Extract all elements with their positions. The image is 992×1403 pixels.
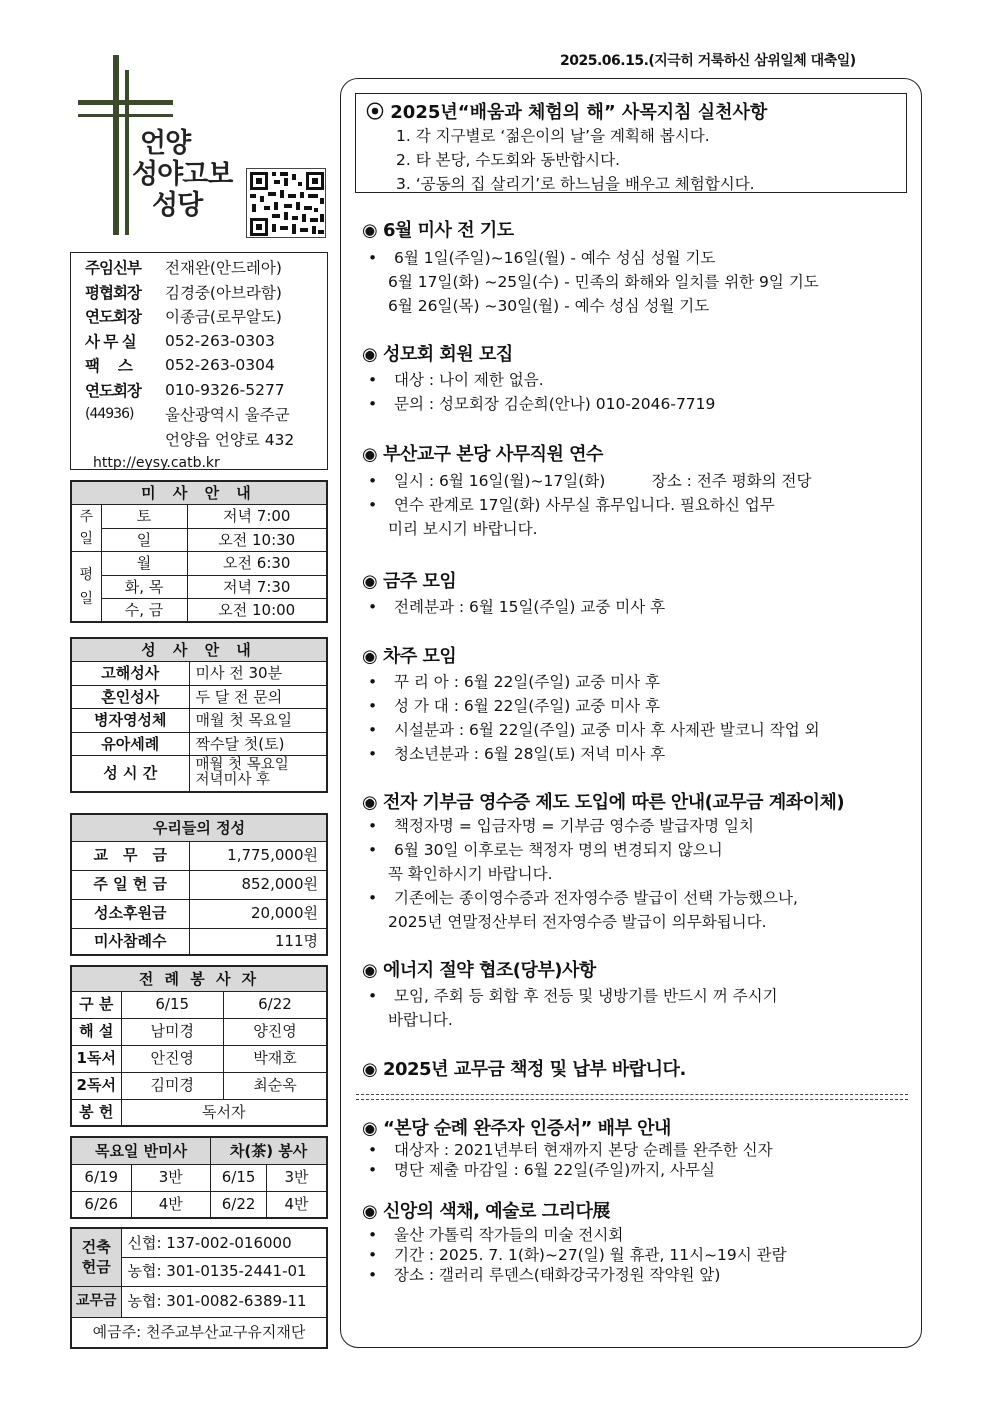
list-item: • 꾸 리 아 : 6월 22일(주일) 교중 미사 후 <box>362 670 917 694</box>
list-item: 미리 보시기 바랍니다. <box>388 520 538 538</box>
list-item: • 기존에는 종이영수증과 전자영수증 발급이 선택 가능했으나, <box>362 886 917 910</box>
list-item: • 성 가 대 : 6월 22일(주일) 교중 미사 후 <box>362 694 917 718</box>
notice-title: ◉ “본당 순례 완주자 인증서” 배부 안내 <box>362 1118 671 1139</box>
address-line1: 울산광역시 울주군 <box>165 406 290 425</box>
tithe-account: 농협: 301-0082-6389-11 <box>121 1286 327 1317</box>
info-label: 연도회장 <box>85 381 141 400</box>
building-fund-label-text: 건축헌금 <box>81 1238 111 1277</box>
list-item: • 시설분과 : 6월 22일(주일) 교중 미사 후 사제관 발코니 작업 외 <box>362 718 917 742</box>
list-item: 2025년 연말정산부터 전자영수증 발급이 의무화됩니다. <box>388 913 767 931</box>
pastoral-guidelines-box <box>355 93 907 193</box>
info-row <box>85 329 327 354</box>
mass-schedule-table <box>70 480 328 623</box>
sunday-label-text: 주일 <box>79 509 94 547</box>
tea-date: 6/15 <box>211 1164 267 1191</box>
notice-prayer <box>362 216 917 318</box>
mass-day: 월 <box>101 552 187 576</box>
building-account-2: 농협: 301-0135-2441-01 <box>121 1257 327 1286</box>
address-line2: 언양읍 언양로 432 <box>165 430 295 449</box>
sacrament-value: 매월 첫 목요일 <box>189 709 327 733</box>
sacrament-value: 짝수달 첫(토) <box>189 732 327 756</box>
info-value: 전재완(안드레아) <box>165 259 282 278</box>
list-item: • 청소년분과 : 6월 28일(토) 저녁 미사 후 <box>362 742 917 766</box>
sacrament-value-line2: 저녁미사 후 <box>195 772 271 789</box>
offering-name: 성소후원금 <box>71 899 189 928</box>
notice-pilgrimage-certificate <box>362 1114 917 1180</box>
mobile-phone[interactable]: 010-9326-5277 <box>165 380 285 399</box>
notice-title: ◉ 금주 모임 <box>362 571 457 592</box>
liturgy-server: 남미경 <box>121 1018 223 1045</box>
info-label: 사 무 실 <box>85 332 136 351</box>
list-item: • 장소 : 갤러리 루덴스(태화강국가정원 작약원 앞) <box>362 1265 917 1285</box>
notice-title: ◉ 에너지 절약 협조(당부)사항 <box>362 960 596 981</box>
thursday-date: 6/26 <box>71 1191 131 1218</box>
cross-icon <box>113 55 119 235</box>
liturgy-role: 2독서 <box>71 1072 121 1099</box>
office-phone[interactable]: 052-263-0303 <box>165 331 275 350</box>
notice-title: ◉ 성모회 회원 모집 <box>362 344 513 365</box>
qr-code-icon[interactable] <box>246 168 326 238</box>
info-row <box>85 378 327 403</box>
list-item: 바랍니다. <box>388 1011 453 1029</box>
building-account-1: 신협: 137-002-016000 <box>121 1228 327 1257</box>
list-item: • 모임, 주회 등 회합 후 전등 및 냉방기를 반드시 꺼 주시기 <box>362 984 917 1008</box>
table-title: 우리들의 정성 <box>71 814 327 841</box>
list-item: 6월 17일(화) ~25일(수) - 민족의 화해와 일치를 위한 9일 기도 <box>388 273 819 291</box>
info-row <box>85 304 327 329</box>
info-value: 이종금(로무알도) <box>165 308 282 327</box>
notice-title: ◉ 신앙의 색채, 예술로 그리다展 <box>362 1201 610 1222</box>
thursday-mass-tea-table <box>70 1136 328 1219</box>
liturgy-servers-table <box>70 965 328 1127</box>
divider <box>356 1094 908 1100</box>
list-item: • 울산 가톨릭 작가들의 미술 전시회 <box>362 1225 917 1245</box>
fax-number: 052-263-0304 <box>165 356 275 375</box>
liturgy-date: 6/15 <box>121 991 223 1018</box>
liturgy-server: 안진영 <box>121 1045 223 1072</box>
mass-day: 수, 금 <box>101 599 187 623</box>
table-title: 목요일 반미사 <box>71 1137 211 1164</box>
table-title: 미 사 안 내 <box>71 481 327 505</box>
table-title: 전 례 봉 사 자 <box>71 966 327 991</box>
guidelines-list <box>366 124 896 196</box>
offering-table <box>70 813 328 956</box>
liturgy-server: 양진영 <box>223 1018 327 1045</box>
list-item: • 전례분과 : 6월 15일(주일) 교중 미사 후 <box>362 595 917 619</box>
list-item: 3. ‘공동의 집 살리기’로 하느님을 배우고 체험합시다. <box>396 175 755 193</box>
notice-this-week <box>362 567 917 619</box>
liturgy-role: 1독서 <box>71 1045 121 1072</box>
notice-mothers-club <box>362 340 917 416</box>
parish-info <box>70 252 328 470</box>
weekday-label-text: 평일 <box>79 566 94 607</box>
offering-value: 111명 <box>189 928 327 955</box>
list-item: • 명단 제출 마감일 : 6월 22일(주일)까지, 사무실 <box>362 1160 917 1180</box>
church-name <box>132 128 232 221</box>
notice-staff-training <box>362 440 917 541</box>
sacrament-value <box>189 756 327 792</box>
offering-value: 852,000원 <box>189 870 327 899</box>
notice-e-receipt <box>362 788 917 934</box>
cross-bar-2 <box>78 114 173 117</box>
bulletin-date: 2025.06.15.(지극히 거룩하신 삼위일체 대축일) <box>560 53 856 69</box>
list-item: 2. 타 본당, 수도회와 동반합시다. <box>396 151 621 169</box>
notice-title: ◉ 2025년 교무금 책정 및 납부 바랍니다. <box>362 1059 686 1080</box>
mass-day: 일 <box>101 528 187 552</box>
sacrament-name: 고해성사 <box>71 662 189 686</box>
notice-tithe <box>362 1055 917 1081</box>
notice-title: ◉ 전자 기부금 영수증 제도 도입에 따른 안내(교무금 계좌이체) <box>362 792 845 813</box>
account-holder: 예금주: 천주교부산교구유지재단 <box>71 1317 327 1348</box>
list-item: • 연수 관계로 17일(화) 사무실 휴무입니다. 필요하신 업무 <box>362 493 917 517</box>
weekday-label <box>71 552 101 623</box>
notice-title: ◉ 6월 미사 전 기도 <box>362 220 514 241</box>
sacrament-value: 미사 전 30분 <box>189 662 327 686</box>
guidelines-title: ⦿ 2025년“배움과 체험의 해” 사목지침 실천사항 <box>366 102 768 123</box>
cross-inner-line <box>125 70 129 235</box>
website-link[interactable]: http://eysy.catb.kr <box>93 455 220 472</box>
liturgy-role: 해 설 <box>71 1018 121 1045</box>
notice-next-week <box>362 642 917 766</box>
mass-day: 화, 목 <box>101 575 187 599</box>
sacrament-name: 혼인성사 <box>71 685 189 709</box>
liturgy-head-label: 구 분 <box>71 991 121 1018</box>
sacrament-value-line1: 매월 첫 목요일 <box>195 757 289 774</box>
sacrament-name: 병자영성체 <box>71 709 189 733</box>
bank-accounts-table <box>70 1227 328 1349</box>
info-label: 평협회장 <box>85 283 141 302</box>
notice-title: ◉ 부산교구 본당 사무직원 연수 <box>362 444 603 465</box>
info-row <box>85 353 327 378</box>
mass-time: 오전 6:30 <box>187 552 327 576</box>
info-label: 팩 스 <box>85 357 132 376</box>
list-item: 꼭 확인하시기 바랍니다. <box>388 865 553 883</box>
offering-name: 주 일 헌 금 <box>71 870 189 899</box>
notice-energy-saving <box>362 956 917 1032</box>
sunday-label <box>71 505 101 552</box>
list-item: • 6월 30일 이후로는 책정자 명의 변경되지 않으니 <box>362 838 917 862</box>
sacrament-name: 성 시 간 <box>71 756 189 792</box>
cross-bar <box>78 100 173 105</box>
liturgy-role: 봉 헌 <box>71 1099 121 1126</box>
list-item: 6월 26일(목) ~30일(월) - 예수 성심 성월 기도 <box>388 297 710 315</box>
sacrament-table <box>70 637 328 793</box>
table-title: 차(茶) 봉사 <box>211 1137 327 1164</box>
tithe-label: 교무금 <box>71 1286 121 1317</box>
liturgy-server: 박재호 <box>223 1045 327 1072</box>
mass-time: 저녁 7:30 <box>187 575 327 599</box>
mass-day: 토 <box>101 505 187 529</box>
list-item: • 기간 : 2025. 7. 1(화)~27(일) 월 휴관, 11시~19시 관람 <box>362 1245 917 1265</box>
info-label: 주임신부 <box>85 259 141 278</box>
info-row <box>85 255 327 280</box>
offering-value: 1,775,000원 <box>189 841 327 870</box>
postal-code: (44936) <box>85 406 134 423</box>
info-row <box>85 280 327 305</box>
offering-name: 미사참례수 <box>71 928 189 955</box>
list-item: • 책정자명 = 입금자명 = 기부금 영수증 발급자명 일치 <box>362 814 917 838</box>
sacrament-value: 두 달 전 문의 <box>189 685 327 709</box>
table-title: 성 사 안 내 <box>71 638 327 662</box>
list-item: • 일시 : 6월 16일(월)~17일(화) 장소 : 전주 평화의 전당 <box>362 469 917 493</box>
info-row <box>85 427 327 452</box>
info-value: 김경중(아브라함) <box>165 283 282 302</box>
offering-name: 교 무 금 <box>71 841 189 870</box>
liturgy-server: 최순옥 <box>223 1072 327 1099</box>
info-row <box>85 402 327 427</box>
notice-title: ◉ 차주 모임 <box>362 646 457 667</box>
thursday-group: 4반 <box>131 1191 211 1218</box>
list-item: • 6월 1일(주일)~16일(월) - 예수 성심 성월 기도 <box>362 246 917 270</box>
list-item: • 대상 : 나이 제한 없음. <box>362 368 917 392</box>
sacrament-name: 유아세례 <box>71 732 189 756</box>
liturgy-date: 6/22 <box>223 991 327 1018</box>
church-name-line2: 성야고보 <box>132 159 233 190</box>
mass-time: 오전 10:00 <box>187 599 327 623</box>
list-item: • 대상자 : 2021년부터 현재까지 본당 순례를 완주한 신자 <box>362 1140 917 1160</box>
building-fund-label <box>71 1228 121 1286</box>
church-name-line3: 성당 <box>152 190 203 221</box>
info-label: 연도회장 <box>85 308 141 327</box>
tea-group: 3반 <box>267 1164 327 1191</box>
tea-date: 6/22 <box>211 1191 267 1218</box>
mass-time: 오전 10:30 <box>187 528 327 552</box>
offering-value: 20,000원 <box>189 899 327 928</box>
church-name-line1: 언양 <box>140 128 191 159</box>
list-item: 1. 각 지구별로 ‘젊은이의 날’을 계획해 봅시다. <box>396 127 710 145</box>
thursday-group: 3반 <box>131 1164 211 1191</box>
liturgy-server: 김미경 <box>121 1072 223 1099</box>
liturgy-server: 독서자 <box>121 1099 327 1126</box>
notice-art-exhibition <box>362 1197 917 1285</box>
list-item: • 문의 : 성모회장 김순희(안나) 010-2046-7719 <box>362 392 917 416</box>
mass-time: 저녁 7:00 <box>187 505 327 529</box>
thursday-date: 6/19 <box>71 1164 131 1191</box>
tea-group: 4반 <box>267 1191 327 1218</box>
